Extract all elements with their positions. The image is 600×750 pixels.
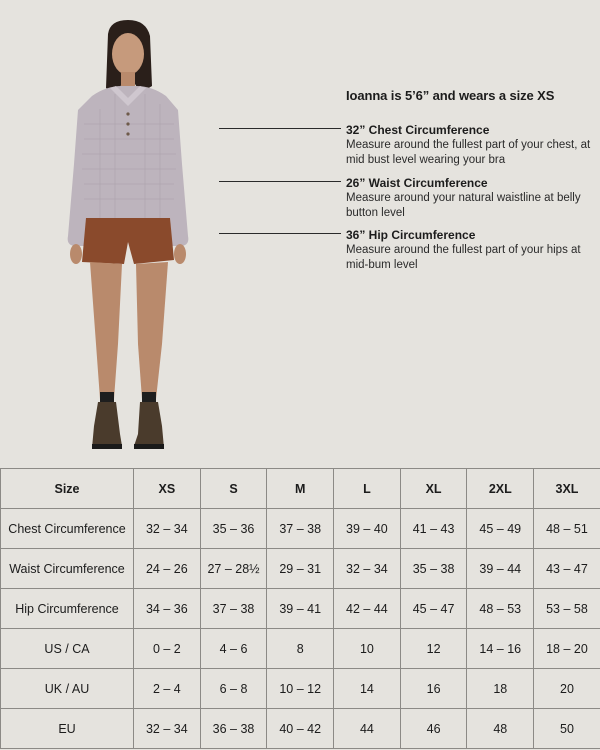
header-cell: L bbox=[334, 469, 401, 509]
table-cell: 39 – 44 bbox=[467, 549, 534, 589]
table-cell: 32 – 34 bbox=[134, 509, 201, 549]
row-label: UK / AU bbox=[1, 669, 134, 709]
table-cell: 35 – 36 bbox=[200, 509, 267, 549]
chest-measurement-description: Measure around the fullest part of your chest, at mid bust level wearing your bra bbox=[346, 139, 591, 166]
header-cell: XS bbox=[134, 469, 201, 509]
table-cell: 45 – 49 bbox=[467, 509, 534, 549]
table-cell: 39 – 41 bbox=[267, 589, 334, 629]
table-cell: 18 bbox=[467, 669, 534, 709]
model-face bbox=[112, 33, 144, 75]
hip-measurement-title: 36” Hip Circumference bbox=[346, 228, 476, 242]
size-chart-table bbox=[0, 468, 600, 749]
table-cell: 27 – 28½ bbox=[200, 549, 267, 589]
table-cell: 16 bbox=[400, 669, 467, 709]
table-row bbox=[1, 669, 600, 709]
table-cell: 37 – 38 bbox=[267, 509, 334, 549]
chest-measurement bbox=[346, 123, 596, 168]
table-header-row bbox=[1, 469, 600, 509]
row-label: EU bbox=[1, 709, 134, 749]
model-shorts bbox=[82, 218, 174, 264]
table-cell: 32 – 34 bbox=[134, 709, 201, 749]
table-cell: 14 – 16 bbox=[467, 629, 534, 669]
table-cell: 12 bbox=[400, 629, 467, 669]
table-cell: 36 – 38 bbox=[200, 709, 267, 749]
table-cell: 42 – 44 bbox=[334, 589, 401, 629]
model-photo bbox=[40, 14, 230, 459]
table-cell: 34 – 36 bbox=[134, 589, 201, 629]
table-row bbox=[1, 549, 600, 589]
header-cell: XL bbox=[400, 469, 467, 509]
hip-leader-line bbox=[219, 233, 341, 234]
header-cell: Size bbox=[1, 469, 134, 509]
header-cell: M bbox=[267, 469, 334, 509]
table-row bbox=[1, 629, 600, 669]
model-boots bbox=[92, 402, 122, 448]
row-label: Chest Circumference bbox=[1, 509, 134, 549]
hip-measurement-description: Measure around the fullest part of your hips at mid-bum level bbox=[346, 244, 581, 271]
row-label: US / CA bbox=[1, 629, 134, 669]
table-cell: 0 – 2 bbox=[134, 629, 201, 669]
table-cell: 20 bbox=[534, 669, 600, 709]
table-cell: 46 bbox=[400, 709, 467, 749]
table-cell: 37 – 38 bbox=[200, 589, 267, 629]
header-cell: 3XL bbox=[534, 469, 600, 509]
table-cell: 53 – 58 bbox=[534, 589, 600, 629]
header-cell: S bbox=[200, 469, 267, 509]
table-cell: 41 – 43 bbox=[400, 509, 467, 549]
table-cell: 35 – 38 bbox=[400, 549, 467, 589]
table-cell: 39 – 40 bbox=[334, 509, 401, 549]
table-cell: 45 – 47 bbox=[400, 589, 467, 629]
chest-measurement-title: 32” Chest Circumference bbox=[346, 123, 490, 137]
table-cell: 29 – 31 bbox=[267, 549, 334, 589]
row-label: Waist Circumference bbox=[1, 549, 134, 589]
table-cell: 48 bbox=[467, 709, 534, 749]
chest-leader-line bbox=[219, 128, 341, 129]
table-row bbox=[1, 509, 600, 549]
table-cell: 43 – 47 bbox=[534, 549, 600, 589]
table-cell: 48 – 51 bbox=[534, 509, 600, 549]
table-cell: 18 – 20 bbox=[534, 629, 600, 669]
table-cell: 48 – 53 bbox=[467, 589, 534, 629]
table-cell: 2 – 4 bbox=[134, 669, 201, 709]
table-row bbox=[1, 709, 600, 749]
header-cell: 2XL bbox=[467, 469, 534, 509]
table-cell: 14 bbox=[334, 669, 401, 709]
table-cell: 40 – 42 bbox=[267, 709, 334, 749]
row-label: Hip Circumference bbox=[1, 589, 134, 629]
table-cell: 8 bbox=[267, 629, 334, 669]
table-cell: 32 – 34 bbox=[334, 549, 401, 589]
table-cell: 4 – 6 bbox=[200, 629, 267, 669]
table-cell: 6 – 8 bbox=[200, 669, 267, 709]
waist-leader-line bbox=[219, 181, 341, 182]
waist-measurement-title: 26” Waist Circumference bbox=[346, 176, 488, 190]
table-cell: 10 – 12 bbox=[267, 669, 334, 709]
model-caption: Ioanna is 5’6” and wears a size XS bbox=[346, 88, 555, 103]
waist-measurement bbox=[346, 176, 596, 221]
table-cell: 24 – 26 bbox=[134, 549, 201, 589]
table-cell: 10 bbox=[334, 629, 401, 669]
table-cell: 50 bbox=[534, 709, 600, 749]
table-cell: 44 bbox=[334, 709, 401, 749]
table-row bbox=[1, 589, 600, 629]
waist-measurement-description: Measure around your natural waistline at belly button level bbox=[346, 192, 581, 219]
hip-measurement bbox=[346, 228, 596, 273]
